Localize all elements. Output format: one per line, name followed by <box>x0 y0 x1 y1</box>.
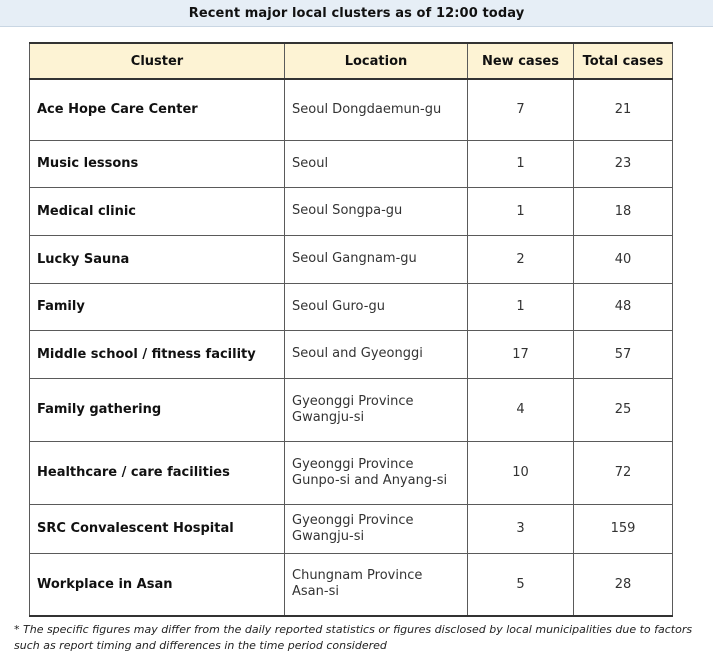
cluster-name: Ace Hope Care Center <box>30 79 285 140</box>
new-cases-value: 3 <box>468 504 574 553</box>
cluster-location <box>285 79 468 140</box>
table-row <box>30 378 673 441</box>
cluster-location <box>285 140 468 187</box>
table-row <box>30 283 673 330</box>
table-row <box>30 187 673 235</box>
total-cases-value: 18 <box>574 187 673 235</box>
header-total-cases: Total cases <box>574 43 673 79</box>
header-location: Location <box>285 43 468 79</box>
cluster-name: Lucky Sauna <box>30 235 285 283</box>
location-line: Seoul and Gyeonggi <box>292 346 423 361</box>
table-row <box>30 140 673 187</box>
location-line: Seoul Dongdaemun-gu <box>292 101 442 117</box>
cluster-name: Healthcare / care facilities <box>30 441 285 504</box>
location-line: Gunpo-si and Anyang-si <box>292 472 448 488</box>
location-line: Asan-si <box>292 584 339 600</box>
location-line: Gyeonggi Province <box>292 512 414 528</box>
location-line: Seoul Songpa-gu <box>292 203 403 218</box>
cluster-location <box>285 330 468 378</box>
new-cases-value: 10 <box>468 441 574 504</box>
cluster-location <box>285 504 468 553</box>
table-row <box>30 235 673 283</box>
total-cases-value: 21 <box>574 79 673 140</box>
total-cases-value: 57 <box>574 330 673 378</box>
new-cases-value: 1 <box>468 187 574 235</box>
table-body <box>30 79 673 616</box>
new-cases-value: 4 <box>468 378 574 441</box>
total-cases-value: 25 <box>574 378 673 441</box>
header-cluster: Cluster <box>30 43 285 79</box>
clusters-table <box>29 42 673 617</box>
cluster-name: Family gathering <box>30 378 285 441</box>
cluster-name: SRC Convalescent Hospital <box>30 504 285 553</box>
cluster-location <box>285 553 468 616</box>
table-row <box>30 504 673 553</box>
new-cases-value: 7 <box>468 79 574 140</box>
new-cases-value: 1 <box>468 140 574 187</box>
location-line: Gyeonggi Province <box>292 393 414 409</box>
cluster-location <box>285 187 468 235</box>
cluster-location <box>285 441 468 504</box>
table-header-row <box>30 43 673 79</box>
table-row <box>30 79 673 140</box>
cluster-name: Workplace in Asan <box>30 553 285 616</box>
new-cases-value: 5 <box>468 553 574 616</box>
location-line: Seoul <box>292 155 329 171</box>
cluster-name: Family <box>30 283 285 330</box>
new-cases-value: 17 <box>468 330 574 378</box>
new-cases-value: 2 <box>468 235 574 283</box>
total-cases-value: 159 <box>574 504 673 553</box>
table-row <box>30 441 673 504</box>
cluster-location <box>285 235 468 283</box>
location-line: Gwangju-si <box>292 409 365 425</box>
new-cases-value: 1 <box>468 283 574 330</box>
cluster-name: Middle school / fitness facility <box>30 330 285 378</box>
total-cases-value: 23 <box>574 140 673 187</box>
location-line: Gyeonggi Province <box>292 456 414 472</box>
total-cases-value: 72 <box>574 441 673 504</box>
table-row <box>30 553 673 616</box>
page-title: Recent major local clusters as of 12:00 today <box>188 5 525 21</box>
table-row <box>30 330 673 378</box>
location-line: Seoul Guro-gu <box>292 298 385 314</box>
total-cases-value: 40 <box>574 235 673 283</box>
total-cases-value: 28 <box>574 553 673 616</box>
cluster-location <box>285 283 468 330</box>
total-cases-value: 48 <box>574 283 673 330</box>
cluster-location <box>285 378 468 441</box>
location-line: Chungnam Province <box>292 568 423 584</box>
page-title-bar <box>0 0 713 27</box>
location-line: Gwangju-si <box>292 528 365 544</box>
location-line: Seoul Gangnam-gu <box>292 251 417 266</box>
footnote: * The specific figures may differ from the daily reported statistics or figures disclosed by local municipalities due to factors such as report timing and differences in the time period considered <box>14 623 693 652</box>
cluster-name: Medical clinic <box>30 187 285 235</box>
header-new-cases: New cases <box>468 43 574 79</box>
cluster-name: Music lessons <box>30 140 285 187</box>
